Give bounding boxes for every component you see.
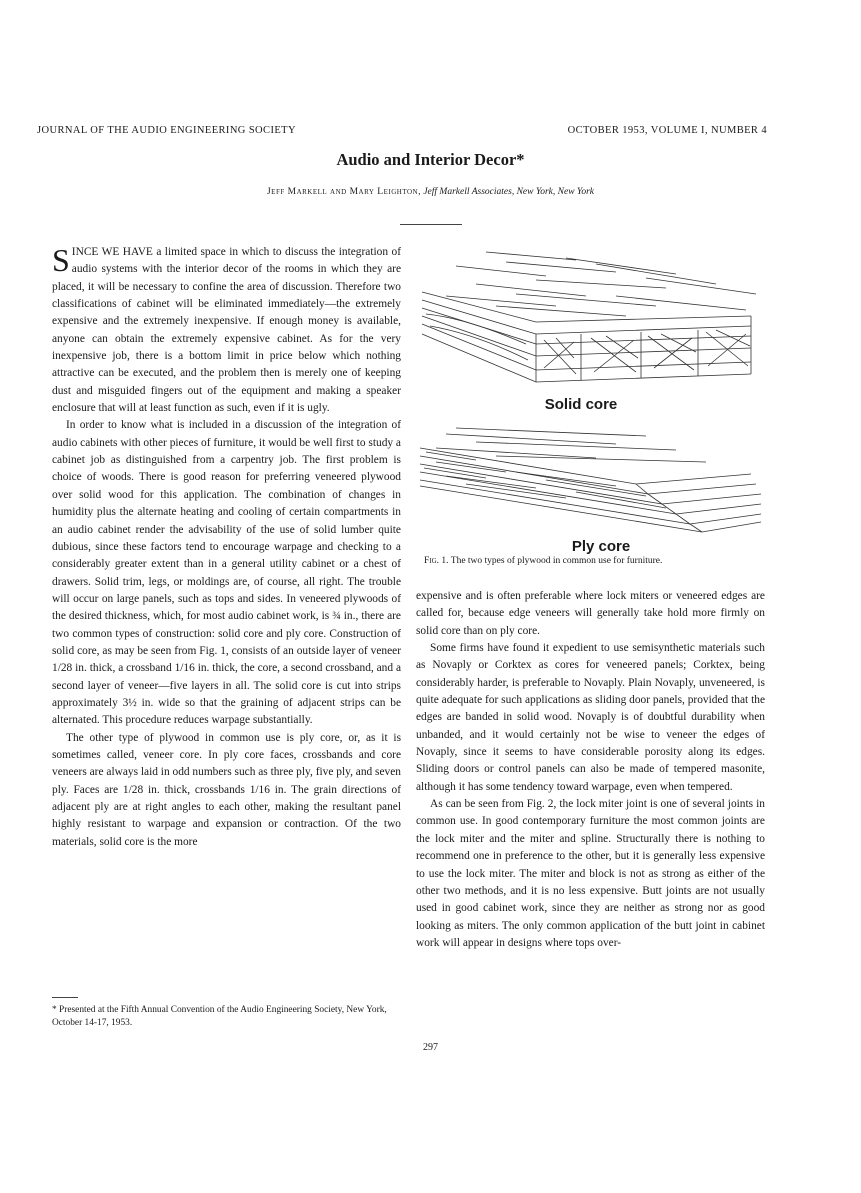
caption-text: The two types of plywood in common use for furniture.: [450, 556, 663, 566]
byline: [0, 187, 861, 197]
journal-running-head: JOURNAL OF THE AUDIO ENGINEERING SOCIETY: [37, 125, 296, 136]
paragraph-5: Some firms have found it expedient to use semisynthetic materials such as Novaply or Corktex as cores for veneered panels; Corktex, being considerably harder, is preferable to Novaply. Plain Novaply, unveneered, is quite adequate for such applications as sliding door panels, provided that the edges are banded in solid wood. Novaply is of doubtful durability when unbanded, and it would certainly not be wise to veneer the edges of Novaply, since it seems to have considerable porosity along its edges. Sliding doors or control panels can also be made of tempered masonite, although it has some tendency toward warpage, even when tempered.: [416, 642, 765, 793]
solid-core-illustration: [416, 244, 771, 404]
right-column: [416, 588, 765, 952]
byline-affiliation: Jeff Markell Associates, New York, New York: [423, 187, 594, 197]
article-title: Audio and Interior Decor*: [336, 150, 525, 169]
paragraph-3: The other type of plywood in common use is ply core, or, as it is sometimes called, veneer core. In ply core faces, crossbands and core veneers are always laid in odd numbers such as three ply, five ply, and seven ply. Faces are 1/28 in. thick, crossbands 1/16 in. The grain directions of adjacent ply are at right angles to each other, making the resultant panel highly resistant to warpage and expansion or contraction. Of the two materials, solid core is the more: [52, 731, 401, 848]
figure-caption: [424, 556, 773, 566]
paragraph-4: expensive and is often preferable where lock miters or veneered edges are called for, because edge veneers will generally take hold more firmly on solid core than on ply core.: [416, 590, 765, 637]
ply-core-illustration: [416, 422, 771, 542]
issue-running-head: OCTOBER 1953, VOLUME I, NUMBER 4: [567, 125, 767, 136]
paragraph-1-text: INCE WE HAVE a limited space in which to discuss the integration of audio systems with the interior decor of the rooms in which they are placed, it will be necessary to confine the area of discussion. Therefore two classifications of cabinet will be eliminated immediately—the extremely expensive and the extremely inexpensive. If enough money is available, anyone can obtain the extremely expensive cabinet. As for the very inexpensive job, there is a bottom limit in price below which nothing attractive can be executed, and the problem then is merely one of keeping dust and misguided fingers out of the equipment and making a speaker enclosure that will at least function as such, even if it is ugly.: [52, 246, 401, 415]
ply-core-label: Ply core: [571, 538, 631, 555]
paragraph-2: In order to know what is included in a discussion of the integration of audio cabinets with other pieces of furniture, it would be well first to study a cabinet job as distinguished from a carpentry job. The first problem is choice of woods. There is good reason for preferring veneered plywood over solid wood for this application. The combination of changes in humidity plus the alternate heating and cooling of certain compartments in an audio cabinet render the advisability of the use of solid lumber quite dubious, since these factors tend to encourage warpage and checking to a considerably greater extent than in a general utility cabinet or a chest of drawers. Solid trim, legs, or moldings are, of course, all right. The trouble will occur on large panels, such as tops and sides. In veneered plywoods of the desired thickness, which, for most audio cabinet work, is ¾ in., there are two common types of construction: solid core and ply core. Construction of solid core, as may be seen from Fig. 1, consists of an outside layer of veneer 1/28 in. thick, a crossband 1/16 in. thick, the core, a second crossband, and a second layer of veneer—five layers in all. The solid core is cut into strips approximately 3½ in. wide so that the graining of adjacent strips can be alternated. This procedure reduces warpage substantially.: [52, 419, 401, 727]
caption-prefix: Fig. 1.: [424, 556, 449, 566]
footnote-rule: [52, 997, 78, 998]
footnote: * Presented at the Fifth Annual Convention of the Audio Engineering Society, New York, October 14-17, 1953.: [52, 1005, 387, 1028]
figure-1: [416, 244, 771, 574]
paragraph-6: As can be seen from Fig. 2, the lock miter joint is one of several joints in common use. In good contemporary furniture the most common joints are the lock miter and the miter and spline. Structurally there is nothing to recommend one in preference to the other, but it is generally less expensive to use the lock miter. The miter and block is not as strong as either of the other two methods, and it is no less expensive. Butt joints are not usually used in good cabinet work, since they are neither as strong nor as good looking as miters. The only common application of the butt joint in cabinet work will appear in designs where tops over-: [416, 798, 765, 949]
byline-authors: Jeff Markell and Mary Leighton,: [266, 187, 421, 197]
title-rule: [400, 224, 462, 225]
solid-core-label: Solid core: [544, 396, 618, 413]
paragraph-1: [52, 244, 401, 417]
drop-cap: S: [52, 242, 70, 278]
page-number: 297: [423, 1042, 438, 1053]
left-column: [52, 244, 401, 851]
